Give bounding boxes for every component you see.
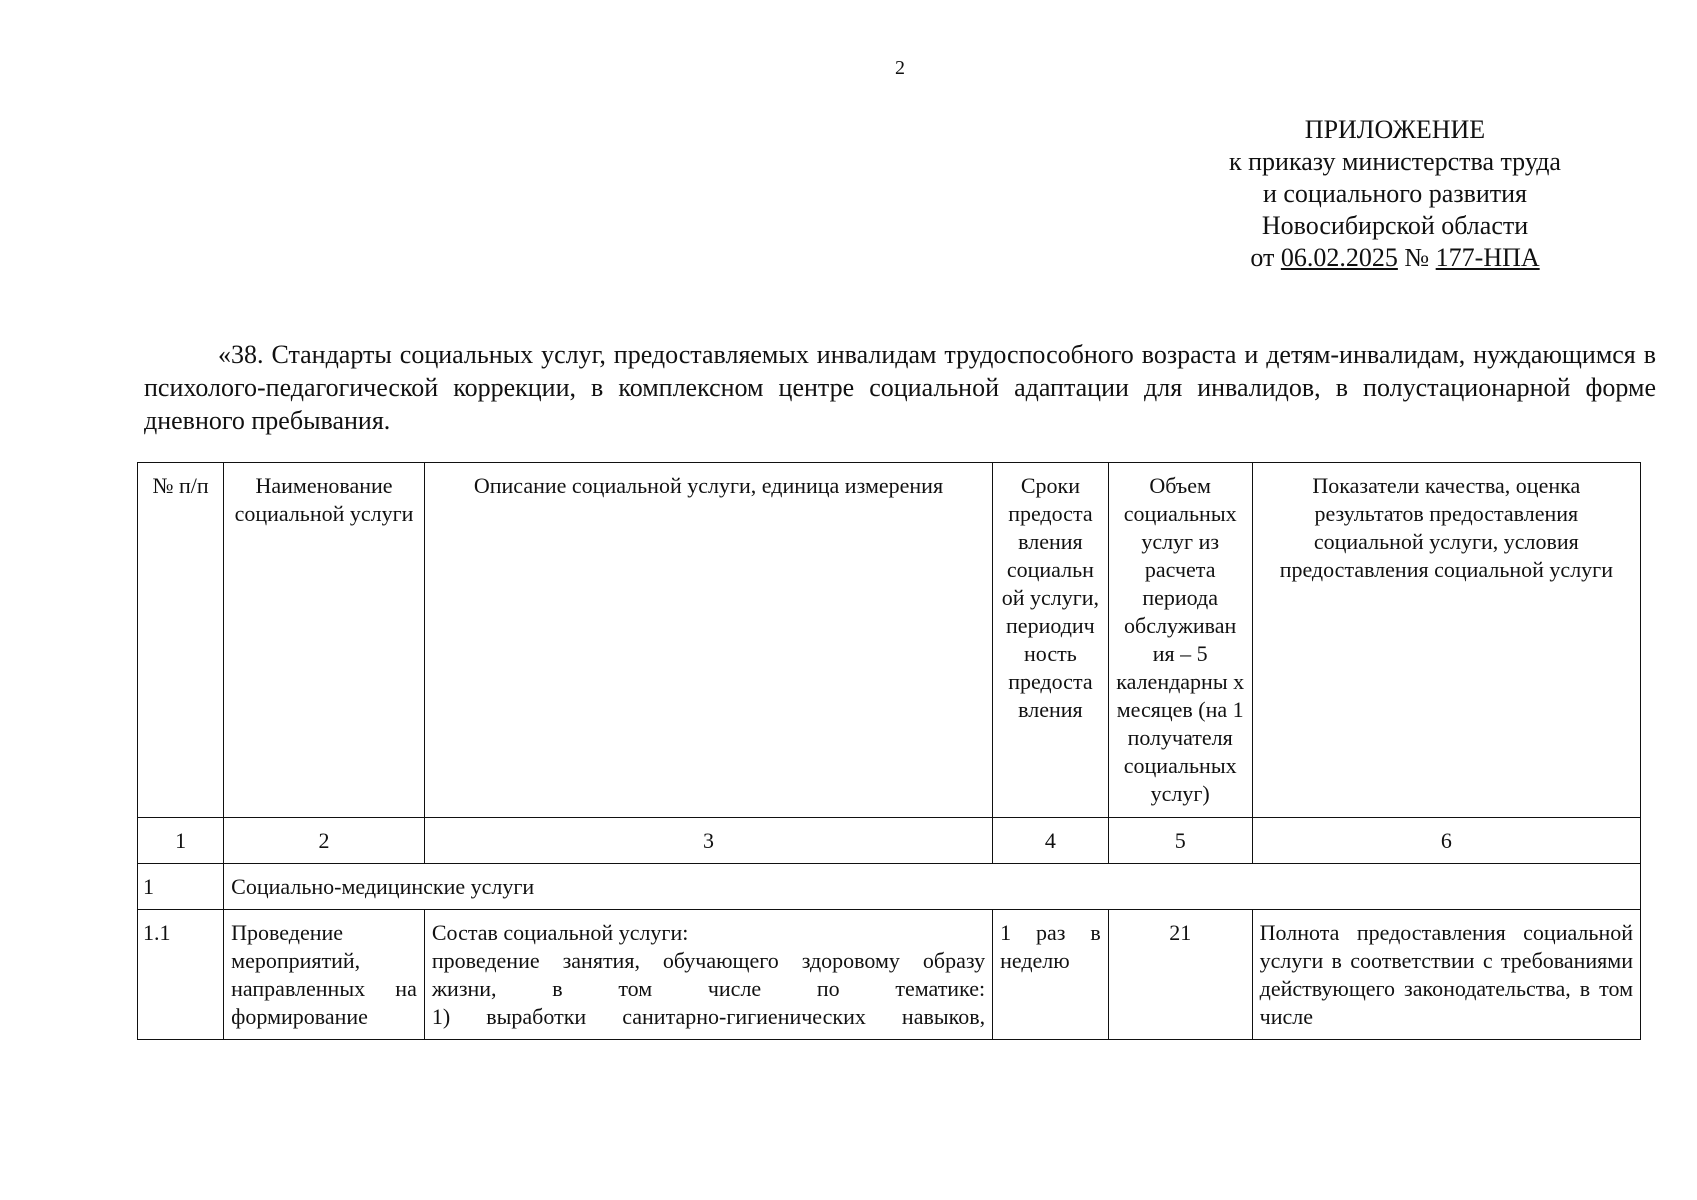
document-title: «38. Стандарты социальных услуг, предоставляемых инвалидам трудоспособного возраста и детям-инвалидам, нуждающимся в психолого-педагогической коррекции, в комплексном центре социальной адаптации для инвалидов, в полустационарной форме дневного пребывания.: [144, 340, 1656, 435]
column-number: 2: [224, 818, 425, 864]
header-quality: Показатели качества, оценка результатов предоставления социальной услуги, условия предоставления социальной услуги: [1252, 463, 1640, 818]
appendix-line-2: и социального развития: [1262, 179, 1528, 208]
section-row: [138, 864, 1641, 910]
row-quality: Полнота предоставления социальной услуги в соответствии с требованиями действующего законодательства, в том числе: [1252, 910, 1640, 1040]
section-title: Социально-медицинские услуги: [224, 864, 1641, 910]
appendix-line-3: Новосибирской области: [1261, 211, 1529, 240]
description-line: проведение занятия, обучающего здоровому образу жизни, в том числе по тематике:: [431, 948, 986, 1001]
column-number: 3: [424, 818, 992, 864]
description-line: Состав социальной услуги:: [431, 920, 689, 945]
row-period: 1 раз в неделю: [993, 910, 1109, 1040]
column-number: 6: [1252, 818, 1640, 864]
page-number: 2: [895, 57, 905, 79]
description-line: 1) выработки санитарно-гигиенических навыков,: [431, 1004, 986, 1029]
appendix-date-line: [1195, 242, 1595, 274]
order-date: 06.02.2025: [1280, 243, 1398, 272]
header-period: Сроки предоста вления социальн ой услуги, периодич ность предоста вления: [993, 463, 1109, 818]
table-row: [138, 910, 1641, 1040]
header-number: № п/п: [138, 463, 224, 818]
appendix-block: [1195, 114, 1595, 274]
header-volume: Объем социальных услуг из расчета периода обслуживан ия – 5 календарны х месяцев (на 1 получателя социальных услуг): [1108, 463, 1252, 818]
date-prefix: от: [1250, 243, 1275, 272]
column-number: 5: [1108, 818, 1252, 864]
header-description: Описание социальной услуги, единица измерения: [424, 463, 992, 818]
row-service-name: Проведение мероприятий, направленных на формирование: [224, 910, 425, 1040]
row-number: 1.1: [138, 910, 224, 1040]
appendix-heading: ПРИЛОЖЕНИЕ: [1304, 115, 1486, 144]
header-service-name: Наименование социальной услуги: [224, 463, 425, 818]
column-number: 1: [138, 818, 224, 864]
row-volume: 21: [1108, 910, 1252, 1040]
order-number: 177-НПА: [1435, 243, 1540, 272]
number-sign: №: [1404, 243, 1430, 272]
section-number: 1: [138, 864, 224, 910]
column-number: 4: [993, 818, 1109, 864]
table-header-row: [138, 463, 1641, 818]
appendix-line-1: к приказу министерства труда: [1229, 147, 1561, 176]
row-description: [424, 910, 992, 1040]
standards-table: [137, 462, 1641, 1040]
column-number-row: [138, 818, 1641, 864]
